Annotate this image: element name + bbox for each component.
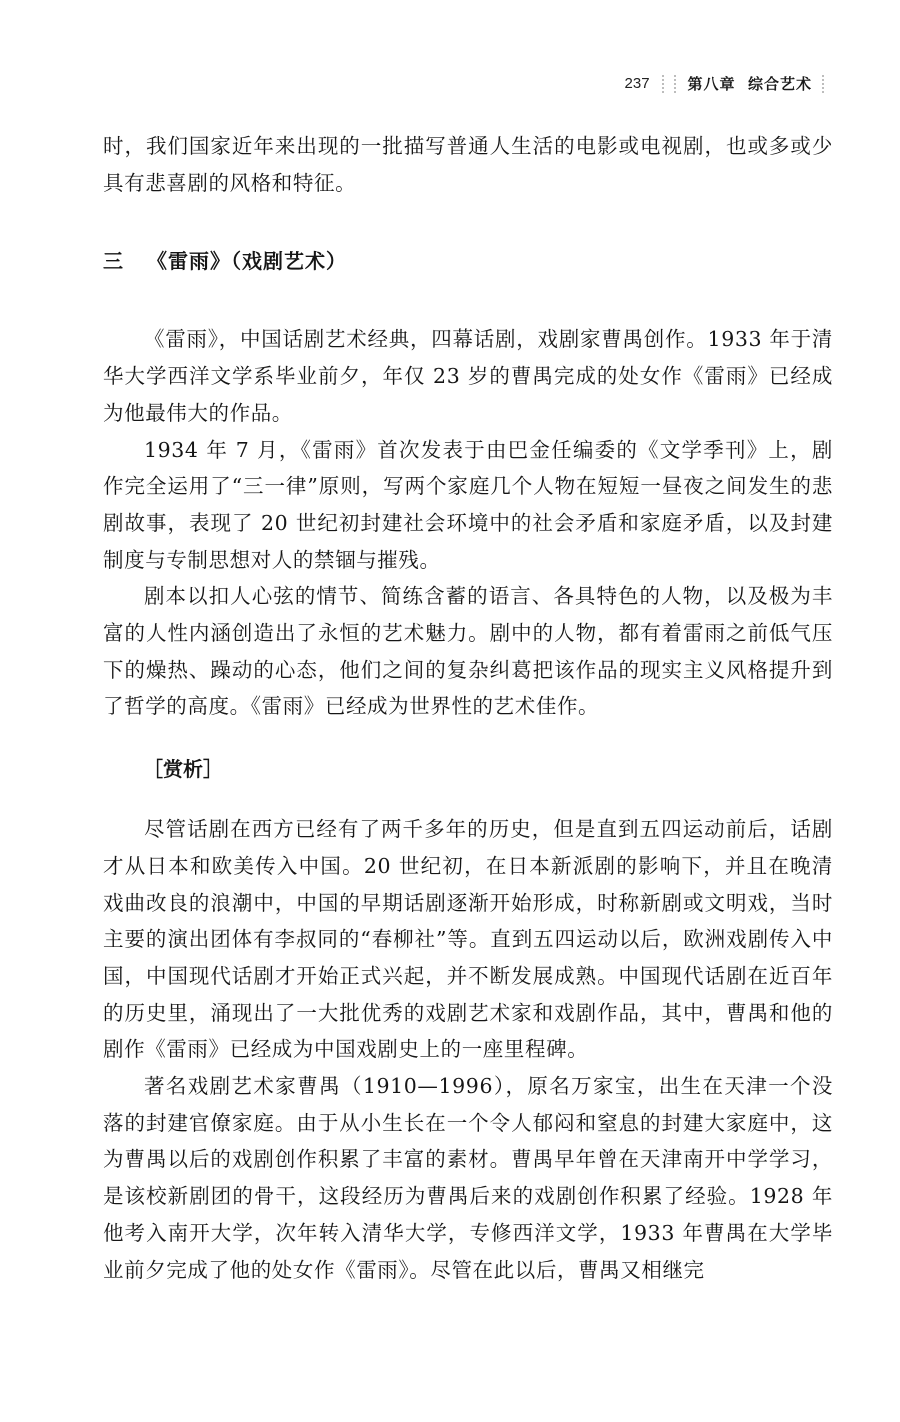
appreciation-paragraph: 著名戏剧艺术家曹禺（1910—1996），原名万家宝，出生在天津一个没落的封建官僚家庭。由于从小生长在一个令人郁闷和窒息的封建大家庭中，这为曹禺以后的戏剧创作积累了丰富的素材。曹禺早年曾在天津南开中学学习，是该校新剧团的骨干，这段经历为曹禺后来的戏剧创作积累了经验。1928 年他考入南开大学，次年转入清华大学，专修西洋文学，1933 年曹禺在大学毕业前夕完成了他的处女作《雷雨》。尽管在此以后，曹禺又相继完 [103, 1074, 833, 1282]
running-head [625, 74, 830, 94]
section-paragraph: 1934 年 7 月，《雷雨》首次发表于由巴金任编委的《文学季刊》上，剧作完全运用了“三一律”原则，写两个家庭几个人物在短短一昼夜之间发生的悲剧故事，表现了 20 世纪初封建社会环境中的社会矛盾和家庭矛盾，以及封建制度与专制思想对人的禁锢与摧残。 [103, 437, 833, 572]
appreciation-heading: ［赏析］ [143, 757, 223, 782]
page-body [103, 128, 833, 1288]
dotted-ornament-icon [662, 75, 676, 93]
section-paragraph: 《雷雨》，中国话剧艺术经典，四幕话剧，戏剧家曹禺创作。1933 年于清华大学西洋文学系毕业前夕，年仅 23 岁的曹禺完成的处女作《雷雨》已经成为他最伟大的作品。 [103, 327, 833, 425]
chapter-title: 第八章 综合艺术 [687, 75, 812, 93]
section-title: 《雷雨》（戏剧艺术） [147, 249, 347, 274]
dotted-ornament-icon [822, 75, 830, 93]
section-number: 三 [103, 249, 124, 274]
section-heading [103, 243, 833, 279]
appreciation-paragraph: 尽管话剧在西方已经有了两千多年的历史，但是直到五四运动前后，话剧才从日本和欧美传入中国。20 世纪初，在日本新派剧的影响下，并且在晚清戏曲改良的浪潮中，中国的早期话剧逐渐开始形成，时称新剧或文明戏，当时主要的演出团体有李叔同的“春柳社”等。直到五四运动以后，欧洲戏剧传入中国，中国现代话剧才开始正式兴起，并不断发展成熟。中国现代话剧在近百年的历史里，涌现出了一大批优秀的戏剧艺术家和戏剧作品，其中，曹禺和他的剧作《雷雨》已经成为中国戏剧史上的一座里程碑。 [103, 817, 833, 1062]
intro-paragraph: 时，我们国家近年来出现的一批描写普通人生活的电影或电视剧，也或多或少具有悲喜剧的风格和特征。 [103, 134, 833, 195]
page-number: 237 [624, 75, 650, 92]
section-paragraph: 剧本以扣人心弦的情节、简练含蓄的语言、各具特色的人物，以及极为丰富的人性内涵创造出了永恒的艺术魅力。剧中的人物，都有着雷雨之前低气压下的燥热、躁动的心态，他们之间的复杂纠葛把该作品的现实主义风格提升到了哲学的高度。《雷雨》已经成为世界性的艺术佳作。 [103, 584, 833, 719]
